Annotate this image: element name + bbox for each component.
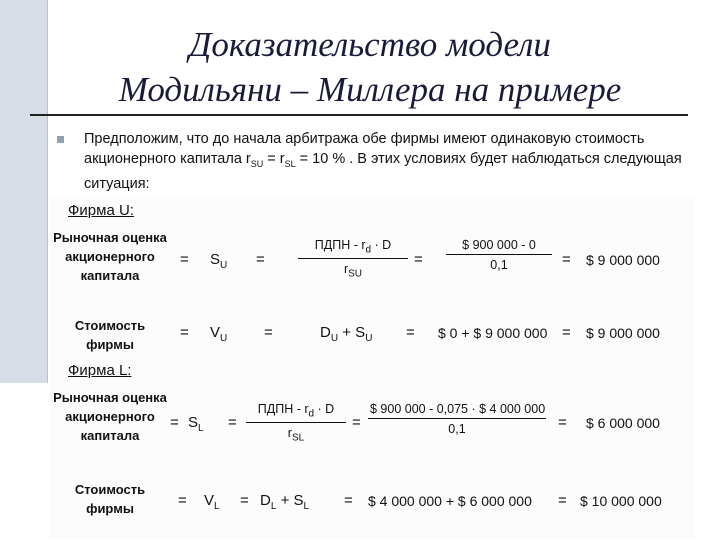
equals-sign: = [170, 414, 179, 431]
firm-u-value-result: $ 9 000 000 [586, 325, 660, 341]
equals-sign: = [352, 414, 361, 431]
firm-u-value-label: Стоимость фирмы [74, 318, 146, 352]
title-divider [30, 114, 688, 116]
equals-sign: = [180, 324, 189, 341]
equals-sign: = [264, 324, 273, 341]
equals-sign: = [228, 414, 237, 431]
firm-l-formula-fraction: ПДПН - $r_d \cdot D$ $r_{SL}$ [246, 402, 346, 443]
left-decorative-bar [0, 0, 48, 383]
firm-l-numeric-fraction: $\frac{\$ 900 000 - 0,075 \cdot \$ 4 000 000}{0,1}$ [370, 402, 546, 436]
equals-sign: = [344, 492, 353, 509]
firm-u-heading: Фирма U: [68, 202, 134, 219]
firm-u-equity-symbol: $S_U$ [210, 251, 228, 271]
firm-u-numeric-fraction: $\frac{\$ 900 000 - 0}{0,1}$ [446, 238, 552, 272]
firm-l-heading: Фирма L: [68, 362, 132, 379]
equals-sign: = [256, 251, 265, 268]
firm-l-equity-label: Рыночная оценка акционерного капитала [53, 390, 167, 443]
equals-sign: = [178, 492, 187, 509]
equals-sign: = [558, 414, 567, 431]
firm-l-equity-result: $ 6 000 000 [586, 415, 660, 431]
firm-u-equity-result: $ 9 000 000 [586, 252, 660, 268]
equals-sign: = [562, 324, 571, 341]
firm-l-value-label: Стоимость фирмы [74, 482, 146, 516]
firm-u-equity-label: Рыночная оценка акционерного капитала [53, 230, 167, 283]
firm-l-value-result: $ 10 000 000 [580, 493, 662, 509]
bullet-text: Предположим, что до начала арбитража обе фирмы имеют одинаковую стоимость акционерного капитала $r_{SU} = r_{SL} = 10$ % . В этих условиях будет наблюдаться следующая ситуация: [84, 131, 682, 192]
equals-sign: = [406, 324, 415, 341]
equals-sign: = [562, 251, 571, 268]
bullet-square-icon [57, 136, 64, 143]
slide-title [60, 22, 680, 112]
title-line-2: Модильяни – Миллера на примере [118, 70, 622, 109]
firm-u-value-numbers: $ 0 + $ 9 000 000 [438, 325, 548, 341]
firm-l-equity-symbol: $S_L$ [188, 414, 204, 434]
title-line-1: Доказательство модели [189, 25, 551, 64]
firm-l-value-expression: $D_L + S_L$ [260, 492, 310, 512]
firm-l-value-numbers: $ 4 000 000 + $ 6 000 000 [368, 493, 532, 509]
formula-image [50, 196, 694, 538]
equals-sign: = [558, 492, 567, 509]
equals-sign: = [180, 251, 189, 268]
firm-u-value-expression: $D_U + S_U$ [320, 324, 373, 344]
equals-sign: = [240, 492, 249, 509]
equals-sign: = [414, 251, 423, 268]
firm-u-formula-fraction: ПДПН - $r_d \cdot D$ $r_{SU}$ [298, 238, 408, 279]
firm-u-value-symbol: $V_U$ [210, 324, 228, 344]
firm-l-value-symbol: $V_L$ [204, 492, 220, 512]
